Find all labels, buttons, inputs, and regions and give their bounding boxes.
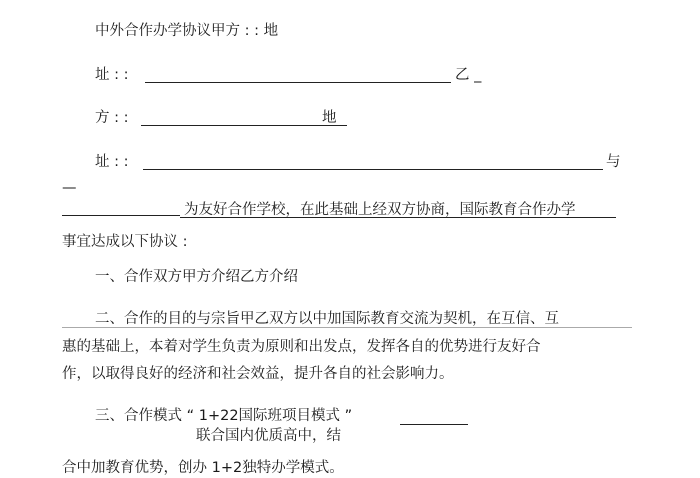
party-a-address-blank <box>145 82 451 83</box>
and-word: 与 <box>606 154 621 170</box>
intro-sentence: 为友好合作学校，在此基础上经双方协商，国际教育合作办学 <box>184 202 576 218</box>
party-b-label: 乙 _ <box>455 67 482 83</box>
section-3-line-1: 三、合作模式 “ 1+22国际班项目模式 ” <box>95 408 353 424</box>
section-1: 一、合作双方甲方介绍乙方介绍 <box>95 269 298 285</box>
section-2-line-1: 二、合作的目的与宗旨甲乙双方以中加国际教育交流为契机，在互信、互 <box>95 311 559 327</box>
dash-line: — <box>62 180 77 196</box>
section-2-rule <box>62 327 632 328</box>
party-b-address-word-underline <box>319 125 347 126</box>
party-b-name-label: 方 : : <box>95 110 129 126</box>
party-b-address-label: 址 : : <box>95 154 129 170</box>
party-b-address-word: 地 <box>322 110 337 126</box>
section-3-line-2: 联合国内优质高中，结 <box>196 428 341 444</box>
section-2-line-2: 惠的基础上，本着对学生负责为原则和出发点，发挥各自的优势进行友好合 <box>62 339 541 355</box>
doc-title-line: 中外合作办学协议甲方 : : 地 <box>95 23 279 39</box>
intro-sentence-underline <box>180 217 616 218</box>
party-b-name-blank <box>141 125 319 126</box>
partner-school-blank <box>62 215 180 216</box>
section-3-blank <box>400 424 468 425</box>
party-a-address-label: 址 : : <box>95 67 129 83</box>
party-b-address-blank <box>143 169 603 170</box>
section-3-line-3: 合中加教育优势，创办 1+2独特办学模式。 <box>62 460 344 476</box>
intro-sentence-cont: 事宜达成以下协议 : <box>62 234 188 250</box>
section-2-line-3: 作，以取得良好的经济和社会效益，提升各自的社会影响力。 <box>62 366 454 382</box>
